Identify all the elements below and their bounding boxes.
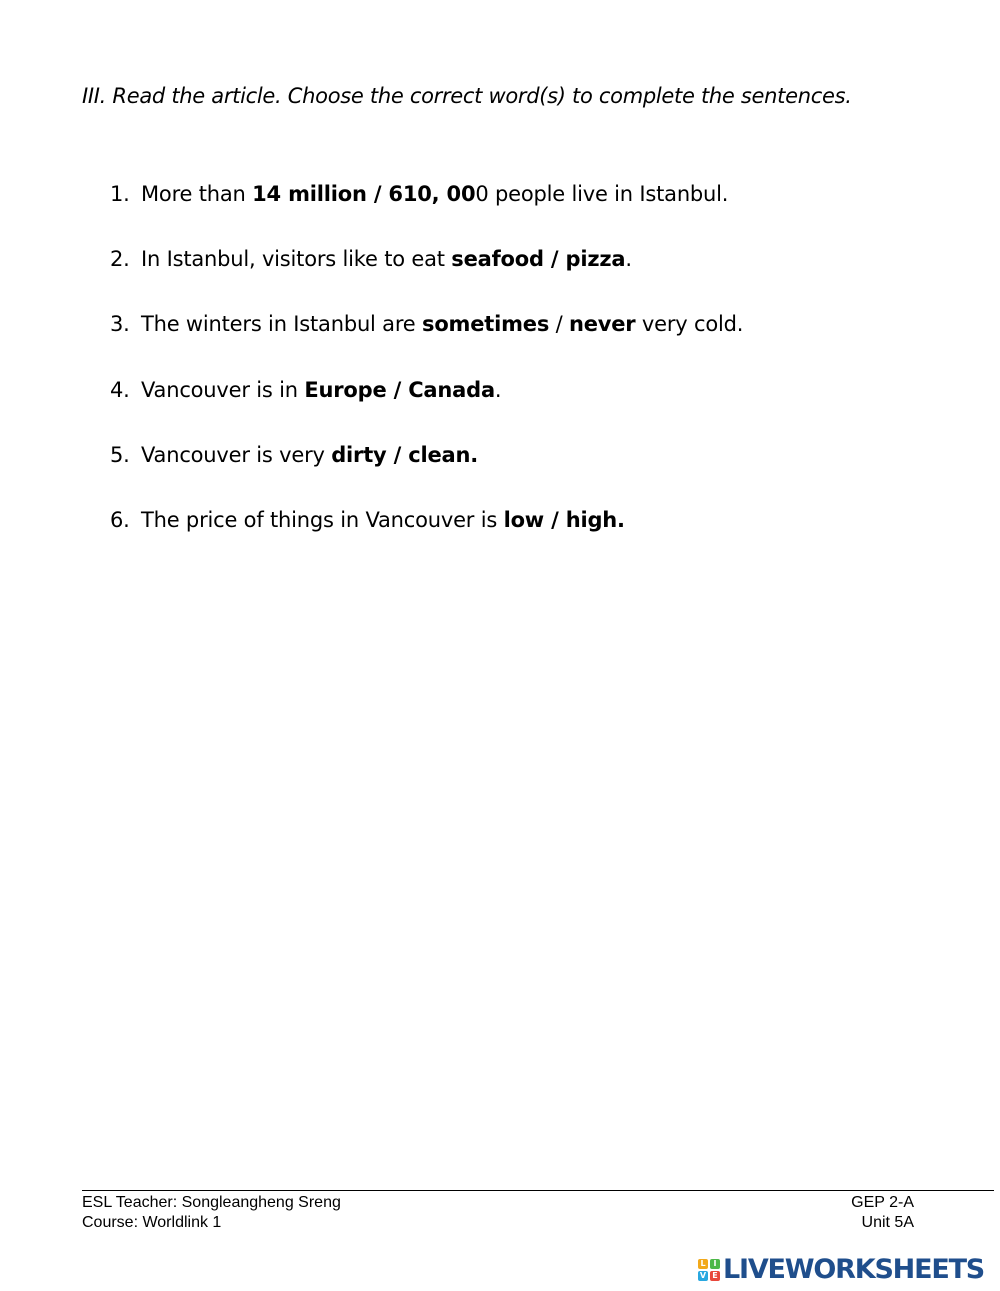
question-text-before: In Istanbul, visitors like to eat: [141, 247, 452, 271]
question-2: [110, 247, 632, 271]
question-text-after: very cold.: [635, 312, 744, 336]
liveworksheets-logo: [698, 1256, 984, 1284]
footer-left: [82, 1193, 341, 1233]
question-number: 6.: [110, 508, 130, 532]
answer-options: Europe / Canada: [304, 378, 495, 402]
instructions: III. Read the article. Choose the correct word(s) to complete the sentences.: [82, 84, 852, 108]
footer-right: [851, 1193, 914, 1233]
question-text-after: .: [494, 378, 502, 402]
unit-label: Unit 5A: [861, 1214, 914, 1231]
logo-letter: E: [710, 1271, 720, 1281]
class-code: GEP 2-A: [851, 1194, 914, 1211]
answer-options: low / high.: [503, 508, 625, 532]
teacher-name: ESL Teacher: Songleangheng Sreng: [82, 1194, 341, 1211]
question-text-before: The winters in Istanbul are: [141, 312, 423, 336]
question-number: 4.: [110, 378, 130, 402]
question-3: [110, 312, 743, 336]
question-text-before: More than: [141, 182, 253, 206]
answer-options: dirty / clean.: [331, 443, 479, 467]
logo-letter: V: [699, 1271, 707, 1280]
question-text-before: Vancouver is in: [141, 378, 305, 402]
question-number: 5.: [110, 443, 130, 467]
course-name: Course: Worldlink 1: [82, 1214, 222, 1231]
question-1: [110, 182, 728, 206]
question-5: [110, 443, 478, 467]
answer-options: seafood / pizza: [451, 247, 626, 271]
logo-mark-icon: [698, 1259, 720, 1281]
answer-options: 14 million / 610, 00: [252, 182, 476, 206]
question-4: [110, 378, 501, 402]
footer-divider: [82, 1190, 994, 1191]
question-text-after: 0 people live in Istanbul.: [475, 182, 729, 206]
question-6: [110, 508, 625, 532]
logo-letter: L: [698, 1259, 708, 1269]
answer-option-1: sometimes: [422, 312, 550, 336]
question-text-before: The price of things in Vancouver is: [141, 508, 504, 532]
question-number: 1.: [110, 182, 130, 206]
logo-letter: I: [710, 1259, 720, 1269]
question-number: 3.: [110, 312, 130, 336]
answer-option-2: never: [568, 312, 636, 336]
logo-text: LIVEWORKSHEETS: [723, 1254, 985, 1285]
question-number: 2.: [110, 247, 130, 271]
question-text-before: Vancouver is very: [141, 443, 332, 467]
option-separator: /: [549, 312, 569, 336]
question-text-after: .: [625, 247, 632, 271]
